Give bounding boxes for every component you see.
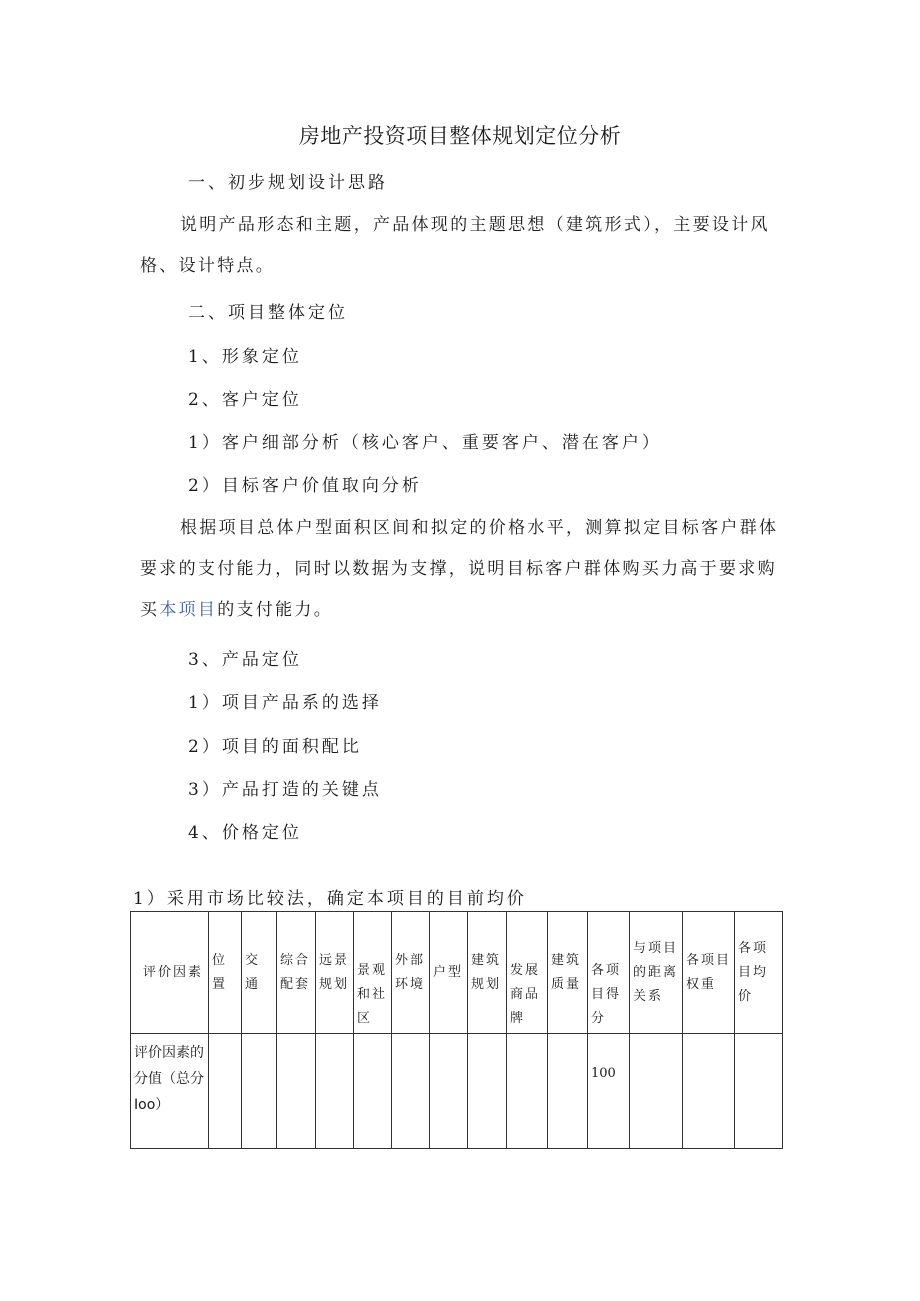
evaluation-table [130, 911, 783, 1149]
table-cell [316, 1034, 354, 1149]
table-cell [548, 1034, 588, 1149]
table-cell [468, 1034, 507, 1149]
table-cell [392, 1034, 430, 1149]
key-points-item: 3）产品打造的关键点 [188, 780, 382, 800]
table-cell [209, 1034, 242, 1149]
table-header-row [131, 912, 783, 1034]
price-positioning-heading: 4、价格定位 [188, 823, 302, 843]
header-cell: 外部环境 [392, 912, 430, 1034]
header-cell: 建筑质量 [548, 912, 588, 1034]
header-cell: 与项目的距离关系 [630, 912, 683, 1034]
table-cell [354, 1034, 392, 1149]
header-cell: 远景规划 [316, 912, 354, 1034]
paragraph-text: 根据项目总体户型面积区间和拟定的价格水平，测算拟定目标客户群体要求的支付能力，同时以数据为支撑，说明目标客户群体购买力高于要求购买 [140, 518, 779, 620]
row-label: 评价因素的分值（总分Ioo） [131, 1034, 209, 1149]
header-cell: 各项目得分 [588, 912, 630, 1034]
table-cell [277, 1034, 316, 1149]
header-cell: 综合配套 [277, 912, 316, 1034]
header-cell: 发展商品牌 [507, 912, 548, 1034]
paragraph-text-end: 的支付能力。 [217, 600, 334, 620]
header-cell: 各项目权重 [683, 912, 735, 1034]
section-1-paragraph: 说明产品形态和主题，产品体现的主题思想（建筑形式），主要设计风格、设计特点。 [140, 215, 770, 276]
customer-segment-item: 1）客户细部分析（核心客户、重要客户、潜在客户） [188, 433, 662, 453]
table-caption: 1）采用市场比较法，确定本项目的目前均价 [133, 889, 527, 909]
header-cell: 交通 [242, 912, 277, 1034]
table-cell [507, 1034, 548, 1149]
header-cell: 评价因素 [131, 912, 209, 1034]
header-cell: 位置 [209, 912, 242, 1034]
area-ratio-item: 2）项目的面积配比 [188, 737, 362, 757]
table-cell [735, 1034, 783, 1149]
header-cell: 景观和社区 [354, 912, 392, 1034]
table-row [131, 1034, 783, 1149]
header-cell: 各项目均价 [735, 912, 783, 1034]
table-cell [630, 1034, 683, 1149]
section-2-heading: 二、项目整体定位 [188, 303, 348, 323]
table-cell [430, 1034, 468, 1149]
customer-value-item: 2）目标客户价值取向分析 [188, 476, 422, 496]
header-cell: 户型 [430, 912, 468, 1034]
header-cell: 建筑规划 [468, 912, 507, 1034]
project-link[interactable]: 本项目 [159, 600, 218, 620]
customer-positioning-heading: 2、客户定位 [188, 390, 302, 410]
product-series-item: 1）项目产品系的选择 [188, 693, 382, 713]
purchasing-power-paragraph [140, 508, 790, 631]
total-score-cell: 100 [588, 1034, 630, 1149]
table-cell [242, 1034, 277, 1149]
section-1-heading: 一、初步规划设计思路 [188, 173, 388, 193]
image-positioning-heading: 1、形象定位 [188, 347, 302, 367]
table-cell [683, 1034, 735, 1149]
product-positioning-heading: 3、产品定位 [188, 650, 302, 670]
document-title: 房地产投资项目整体规划定位分析 [298, 124, 622, 148]
